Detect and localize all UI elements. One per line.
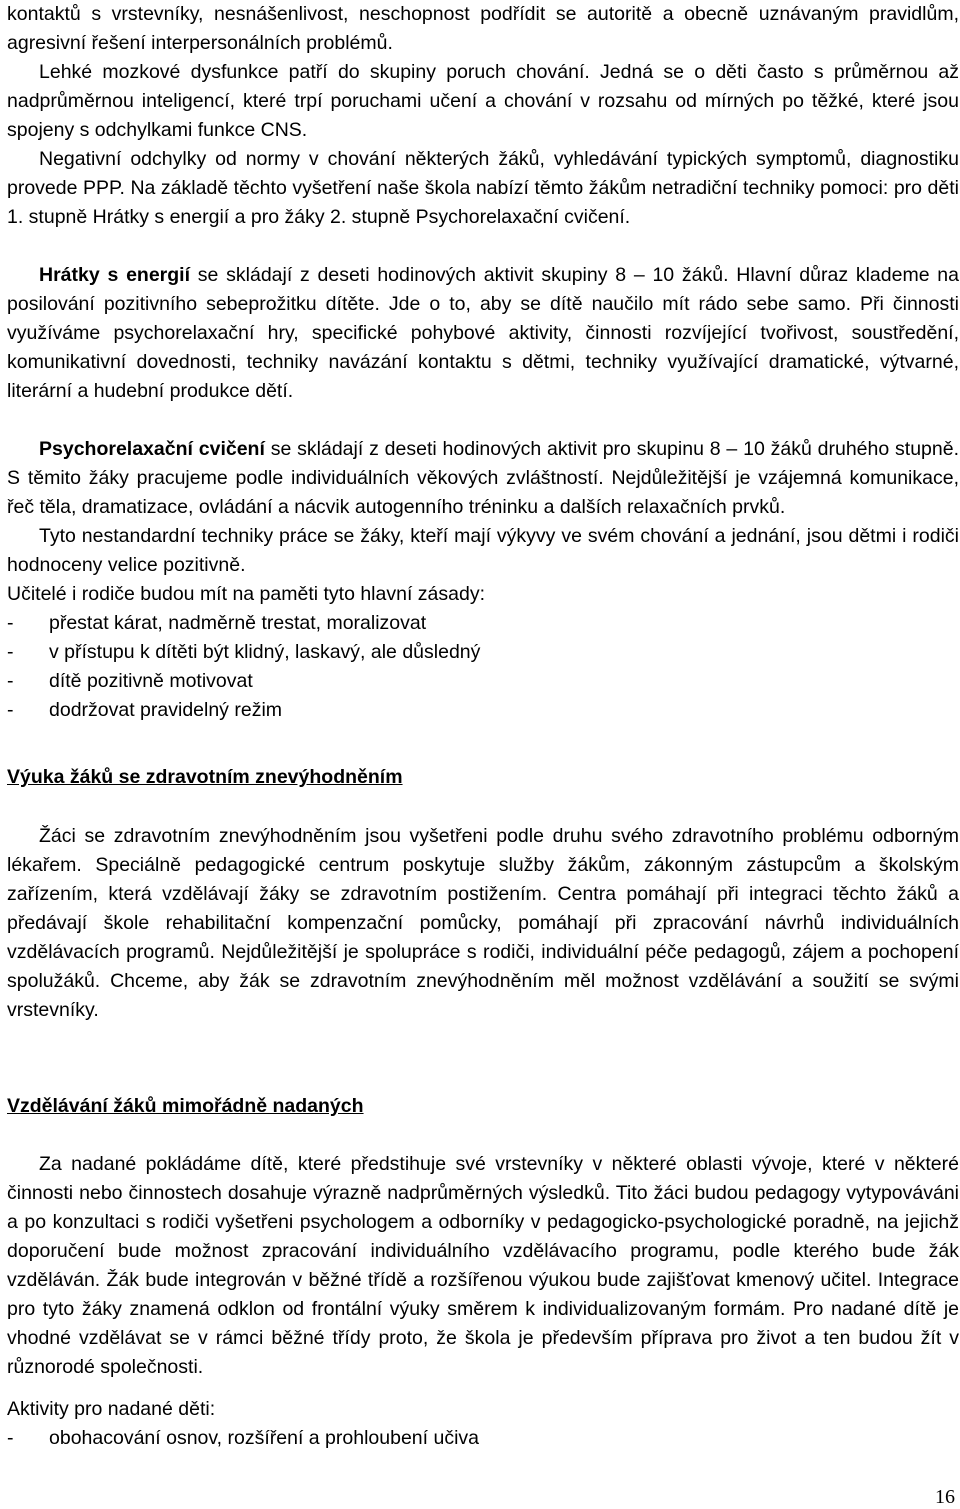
paragraph-hratky-text: se skládají z deseti hodinových aktivit skupiny 8 – 10 žáků. Hlavní důraz klademe na posilování pozitivního sebeprožitku dítěte. Jde o to, aby se dítě naučilo mít rádo sebe samo. Při činnosti využíváme psychorelaxační hry, specifické pohybové aktivity, činnosti rozvíjející tvořivost, soustředění, komunikativní dovednosti, techniky navázání kontaktu s dětmi, techniky využívající dramatické, výtvarné, literární a hudební produkce dětí. <box>7 264 959 402</box>
paragraph-hratky <box>7 261 959 406</box>
list-dash: - <box>7 670 14 692</box>
list-dash: - <box>7 612 14 634</box>
list-item <box>7 667 253 696</box>
page-number: 16 <box>935 1486 955 1508</box>
paragraph-negative-deviations: Negativní odchylky od normy v chování některých žáků, vyhledávání typických symptomů, diagnostiku provede PPP. Na základě těchto vyšetření naše škola nabízí těmto žákům netradiční techniky pomoci: pro děti 1. stupně Hrátky s energií a pro žáky 2. stupně Psychorelaxační cvičení. <box>7 148 959 228</box>
paragraph-nonstandard-techniques: Tyto nestandardní techniky práce se žáky, kteří mají výkyvy ve svém chování a jednání, jsou dětmi i rodiči hodnoceny velice pozitivně. <box>7 525 959 576</box>
paragraph-principles-intro: Učitelé i rodiče budou mít na paměti tyto hlavní zásady: <box>7 583 485 605</box>
list-item <box>7 638 480 667</box>
list-item-text: dodržovat pravidelný režim <box>49 699 283 721</box>
list-item-text: v přístupu k dítěti být klidný, laskavý, ale důsledný <box>49 641 481 663</box>
list-item <box>7 1424 479 1453</box>
list-item <box>7 609 426 638</box>
paragraph-lmd: Lehké mozkové dysfunkce patří do skupiny poruch chování. Jedná se o děti často s průměrnou až nadprůměrnou inteligencí, které trpí poruchami učení a chování v rozsahu od mírných po těžké, které jsou spojeny s odchylkami funkce CNS. <box>7 61 959 141</box>
list-dash: - <box>7 1427 14 1449</box>
list-item-text: obohacování osnov, rozšíření a prohloubení učiva <box>49 1427 479 1449</box>
paragraph-psychorelax-text: se skládají z deseti hodinových aktivit pro skupinu 8 – 10 žáků druhého stupně. S těmito žáky pracujeme podle individuálních věkových zvláštností. Nejdůležitější je vzájemná komunikace, řeč těla, dramatizace, ovládání a nácvik autogenního tréninku a dalších relaxačních prvků. <box>7 438 960 518</box>
list-item <box>7 696 282 725</box>
paragraph-gifted-activities-intro: Aktivity pro nadané děti: <box>7 1398 216 1420</box>
paragraph-behavior-problems: kontaktů s vrstevníky, nesnášenlivost, neschopnost podřídit se autoritě a obecně uznávaným pravidlům, agresivní řešení interpersonálních problémů. <box>7 3 959 54</box>
list-item-text: přestat kárat, nadměrně trestat, moralizovat <box>49 612 427 634</box>
bold-term-hratky: Hrátky s energií <box>39 264 191 286</box>
section-heading-health-disadvantage: Výuka žáků se zdravotním znevýhodněním <box>7 766 403 788</box>
paragraph-psychorelax <box>7 435 959 522</box>
list-item-text: dítě pozitivně motivovat <box>49 670 253 692</box>
section-heading-gifted: Vzdělávání žáků mimořádně nadaných <box>7 1095 364 1117</box>
paragraph-gifted: Za nadané pokládáme dítě, které předstihuje své vrstevníky v některé oblasti vývoje, které v některé činnosti nebo činnostech dosahuje výrazně nadprůměrných výsledků. Tito žáci budou pedagogy vytypováváni a po konzultaci s rodiči vyšetřeni psychologem a odborníky v pedagogicko-psychologické poradně, na jejichž doporučení bude možnost zpracování individuálního vzdělávacího programu, podle kterého bude žák vzděláván. Žák bude integrován v běžné třídě a rozšířenou výukou bude zajišťovat kmenový učitel. Integrace pro tyto žáky znamená odklon od frontální výuky směrem k individualizovaným formám. Pro nadané dítě je vhodné vzdělávat se v rámci běžné třídy proto, že škola je především příprava pro život a ten budou žít v různorodé společnosti. <box>7 1153 959 1378</box>
list-dash: - <box>7 699 14 721</box>
bold-term-psychorelax: Psychorelaxační cvičení <box>39 438 265 460</box>
list-dash: - <box>7 641 14 663</box>
paragraph-health-disadvantage: Žáci se zdravotním znevýhodněním jsou vyšetřeni podle druhu svého zdravotního problému odborným lékařem. Speciálně pedagogické centrum poskytuje služby žákům, zákonným zástupcům a školským zařízením, která vzdělávají žáky se zdravotním postižením. Centra pomáhají při integraci těchto žáků a předávají škole rehabilitační kompenzační pomůcky, pomáhají při zpracování návrhů individuálních vzdělávacích programů. Nejdůležitější je spolupráce s rodiči, individuální péče pedagogů, zájem a pochopení spolužáků. Chceme, aby žák se zdravotním znevýhodněním měl možnost vzdělávání a soužití se svými vrstevníky. <box>7 825 959 1021</box>
